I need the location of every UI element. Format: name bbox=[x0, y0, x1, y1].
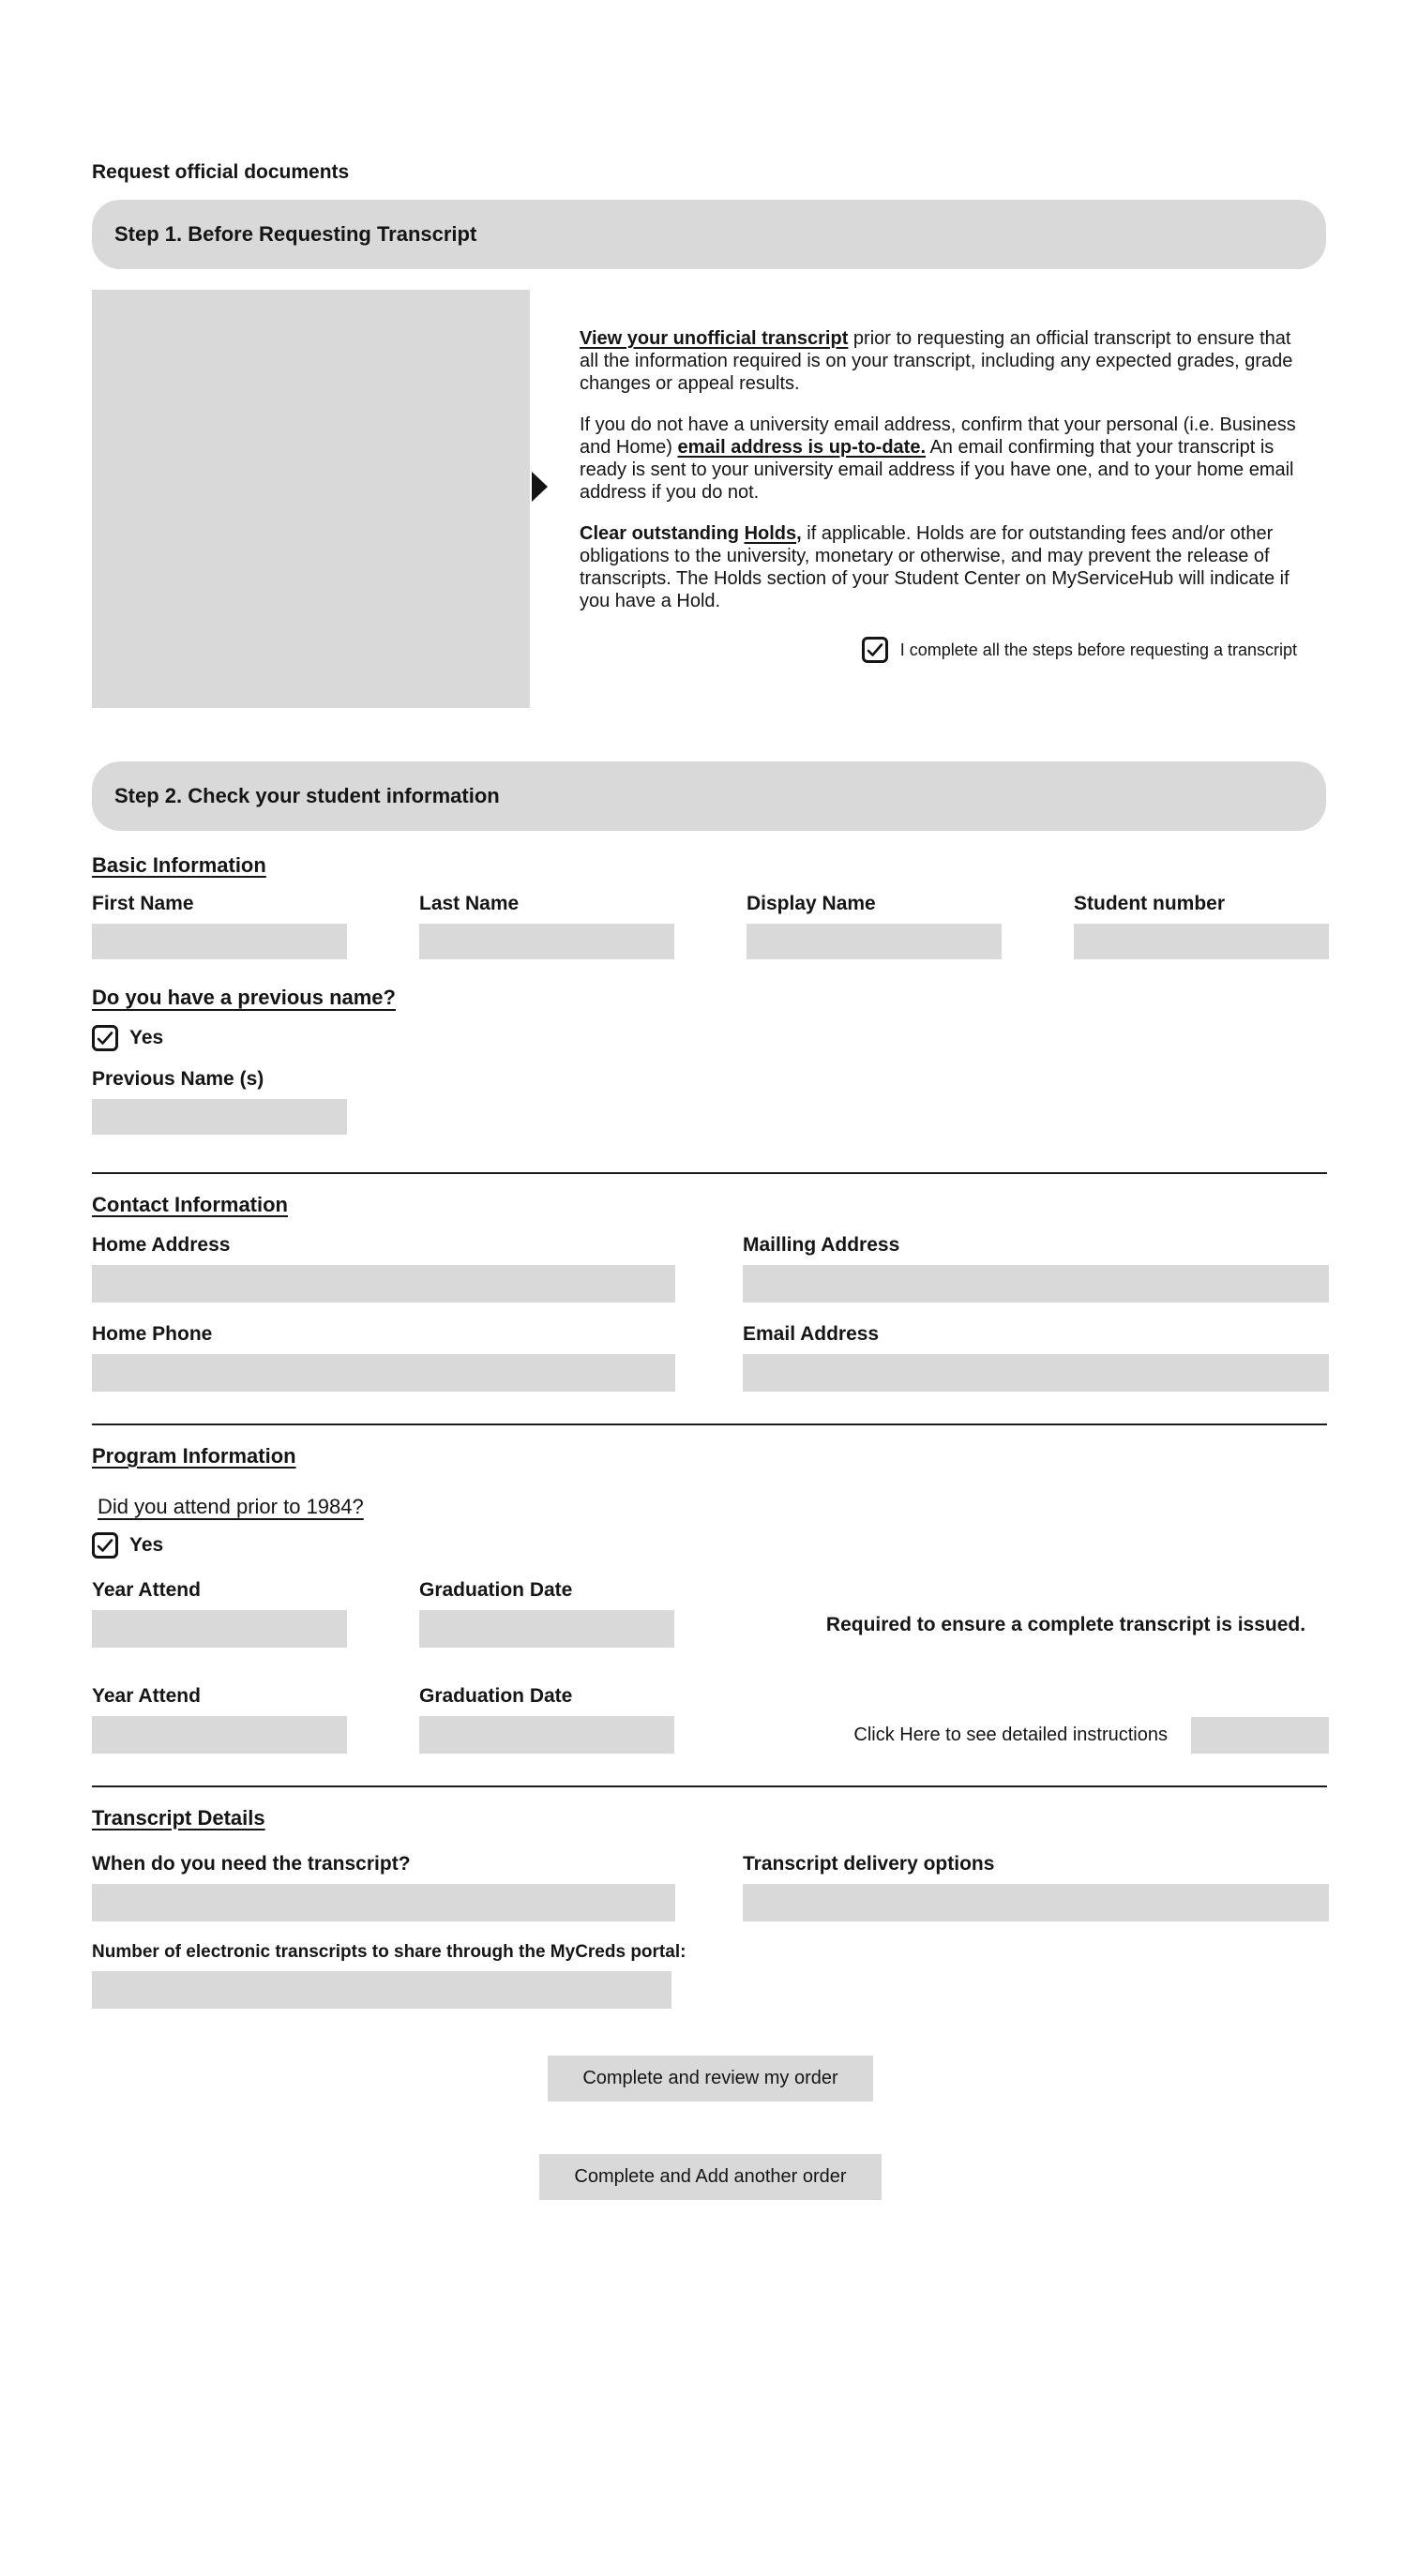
step1-content bbox=[92, 290, 1329, 708]
student-number-input[interactable] bbox=[1074, 924, 1329, 959]
detailed-instructions-row bbox=[747, 1717, 1329, 1754]
attend-prior-yes-label: Yes bbox=[129, 1534, 164, 1556]
step1-header-label: Step 1. Before Requesting Transcript bbox=[114, 222, 477, 246]
previous-name-input[interactable] bbox=[92, 1099, 347, 1135]
attend-prior-yes-row bbox=[92, 1532, 1329, 1559]
paragraph-email-address bbox=[580, 414, 1297, 504]
when-needed-input[interactable] bbox=[92, 1884, 675, 1921]
last-name-input[interactable] bbox=[419, 924, 674, 959]
delivery-options-label: Transcript delivery options bbox=[743, 1853, 995, 1875]
graduation-date-2-input[interactable] bbox=[419, 1716, 674, 1754]
program-row-1 bbox=[92, 1579, 1329, 1648]
home-address-input[interactable] bbox=[92, 1265, 675, 1303]
text-segment: If you do not have a university email address, confirm that your personal (i.e. Business and Home) bbox=[580, 414, 1296, 458]
program-information-heading: Program Information bbox=[92, 1444, 296, 1468]
previous-name-yes-label: Yes bbox=[129, 1027, 164, 1048]
complete-review-order-button[interactable]: Complete and review my order bbox=[548, 2056, 872, 2101]
delivery-options-input[interactable] bbox=[743, 1884, 1329, 1921]
paragraph-clear-holds bbox=[580, 522, 1297, 612]
contact-information-heading: Contact Information bbox=[92, 1193, 288, 1216]
video-placeholder bbox=[92, 290, 530, 708]
basic-fields-row bbox=[92, 893, 1329, 959]
student-number-field-group bbox=[1074, 893, 1329, 959]
section-divider bbox=[92, 1785, 1327, 1787]
page-title: Request official documents bbox=[92, 161, 350, 183]
year-attend-1-input[interactable] bbox=[92, 1610, 347, 1648]
student-number-label: Student number bbox=[1074, 893, 1225, 914]
last-name-label: Last Name bbox=[419, 893, 520, 914]
home-phone-input[interactable] bbox=[92, 1354, 675, 1392]
mailing-address-label: Mailling Address bbox=[743, 1234, 900, 1256]
last-name-field-group bbox=[419, 893, 674, 959]
email-address-label: Email Address bbox=[743, 1323, 880, 1345]
section-divider bbox=[92, 1172, 1327, 1174]
step2-header-label: Step 2. Check your student information bbox=[114, 784, 500, 807]
holds-link[interactable]: Holds bbox=[744, 523, 797, 544]
step1-header-bar bbox=[92, 200, 1326, 269]
unofficial-transcript-link[interactable]: View your unofficial transcript bbox=[580, 328, 849, 349]
contact-row-1 bbox=[92, 1234, 1329, 1303]
confirm-steps-row bbox=[580, 637, 1297, 663]
attend-prior-question: Did you attend prior to 1984? bbox=[98, 1495, 364, 1518]
year-attend-1-field-group bbox=[92, 1579, 347, 1648]
transcript-row-1 bbox=[92, 1853, 1329, 1921]
checkmark-icon bbox=[97, 1031, 113, 1046]
email-address-field-group bbox=[743, 1323, 1329, 1392]
section-divider bbox=[92, 1424, 1327, 1425]
previous-name-yes-checkbox[interactable] bbox=[92, 1025, 118, 1051]
paragraph-unofficial-transcript bbox=[580, 327, 1297, 395]
text-segment: , bbox=[796, 523, 802, 544]
display-name-field-group bbox=[747, 893, 1002, 959]
program-row-2 bbox=[92, 1685, 1329, 1754]
confirm-steps-checkbox[interactable] bbox=[862, 637, 888, 663]
home-address-field-group bbox=[92, 1234, 675, 1303]
complete-add-order-button[interactable]: Complete and Add another order bbox=[539, 2154, 881, 2200]
email-up-to-date-link[interactable]: email address is up-to-date. bbox=[677, 437, 927, 458]
first-name-label: First Name bbox=[92, 893, 194, 914]
graduation-date-1-field-group bbox=[419, 1579, 674, 1648]
mailing-address-field-group bbox=[743, 1234, 1329, 1303]
attend-prior-yes-checkbox[interactable] bbox=[92, 1532, 118, 1559]
year-attend-2-input[interactable] bbox=[92, 1716, 347, 1754]
previous-name-yes-row bbox=[92, 1025, 1329, 1051]
play-icon[interactable] bbox=[532, 472, 548, 502]
previous-name-label: Previous Name (s) bbox=[92, 1068, 264, 1090]
graduation-date-1-input[interactable] bbox=[419, 1610, 674, 1648]
delivery-options-field-group bbox=[743, 1853, 1329, 1921]
email-address-input[interactable] bbox=[743, 1354, 1329, 1392]
graduation-date-1-label: Graduation Date bbox=[419, 1579, 573, 1601]
home-phone-label: Home Phone bbox=[92, 1323, 213, 1345]
graduation-date-2-label: Graduation Date bbox=[419, 1685, 573, 1707]
text-segment: prior to requesting an official transcript to ensure that all the information required is on your transcript, including any expected grades, grade changes or appeal results. bbox=[580, 328, 1293, 394]
text-segment: if applicable. Holds are for outstanding fees and/or other obligations to the university, monetary or otherwise, and may prevent the release of transcripts. The Holds section of your Student Center on MyServiceHub will indicate if you have a Hold. bbox=[580, 523, 1290, 611]
transcript-details-heading: Transcript Details bbox=[92, 1806, 265, 1830]
home-phone-field-group bbox=[92, 1323, 675, 1392]
mycreds-count-input[interactable] bbox=[92, 1971, 671, 2009]
checkmark-icon bbox=[97, 1538, 113, 1553]
detailed-instructions-link[interactable]: Click Here to see detailed instructions bbox=[853, 1725, 1168, 1745]
request-documents-form bbox=[92, 161, 1329, 2200]
text-segment: Clear outstanding bbox=[580, 523, 745, 544]
when-needed-label: When do you need the transcript? bbox=[92, 1853, 411, 1875]
contact-row-2 bbox=[92, 1323, 1329, 1392]
year-attend-2-label: Year Attend bbox=[92, 1685, 201, 1707]
when-needed-field-group bbox=[92, 1853, 675, 1921]
mycreds-count-label: Number of electronic transcripts to share through the MyCreds portal: bbox=[92, 1942, 686, 1962]
checkmark-icon bbox=[867, 642, 883, 657]
year-attend-1-label: Year Attend bbox=[92, 1579, 201, 1601]
confirm-steps-label: I complete all the steps before requesting a transcript bbox=[899, 640, 1297, 659]
first-name-field-group bbox=[92, 893, 347, 959]
first-name-input[interactable] bbox=[92, 924, 347, 959]
text-segment: An email confirming that your transcript is ready is sent to your university email address if you have one, and to your home email address if you do not. bbox=[580, 437, 1294, 503]
home-address-label: Home Address bbox=[92, 1234, 231, 1256]
mailing-address-input[interactable] bbox=[743, 1265, 1329, 1303]
detailed-instructions-button[interactable] bbox=[1191, 1717, 1329, 1754]
required-note: Required to ensure a complete transcript is issued. bbox=[825, 1614, 1306, 1635]
year-attend-2-field-group bbox=[92, 1685, 347, 1754]
basic-information-heading: Basic Information bbox=[92, 853, 266, 877]
previous-name-question: Do you have a previous name? bbox=[92, 986, 396, 1009]
display-name-label: Display Name bbox=[747, 893, 876, 914]
graduation-date-2-field-group bbox=[419, 1685, 674, 1754]
step2-header-bar bbox=[92, 761, 1326, 831]
step1-instructions bbox=[580, 290, 1297, 708]
display-name-input[interactable] bbox=[747, 924, 1002, 959]
